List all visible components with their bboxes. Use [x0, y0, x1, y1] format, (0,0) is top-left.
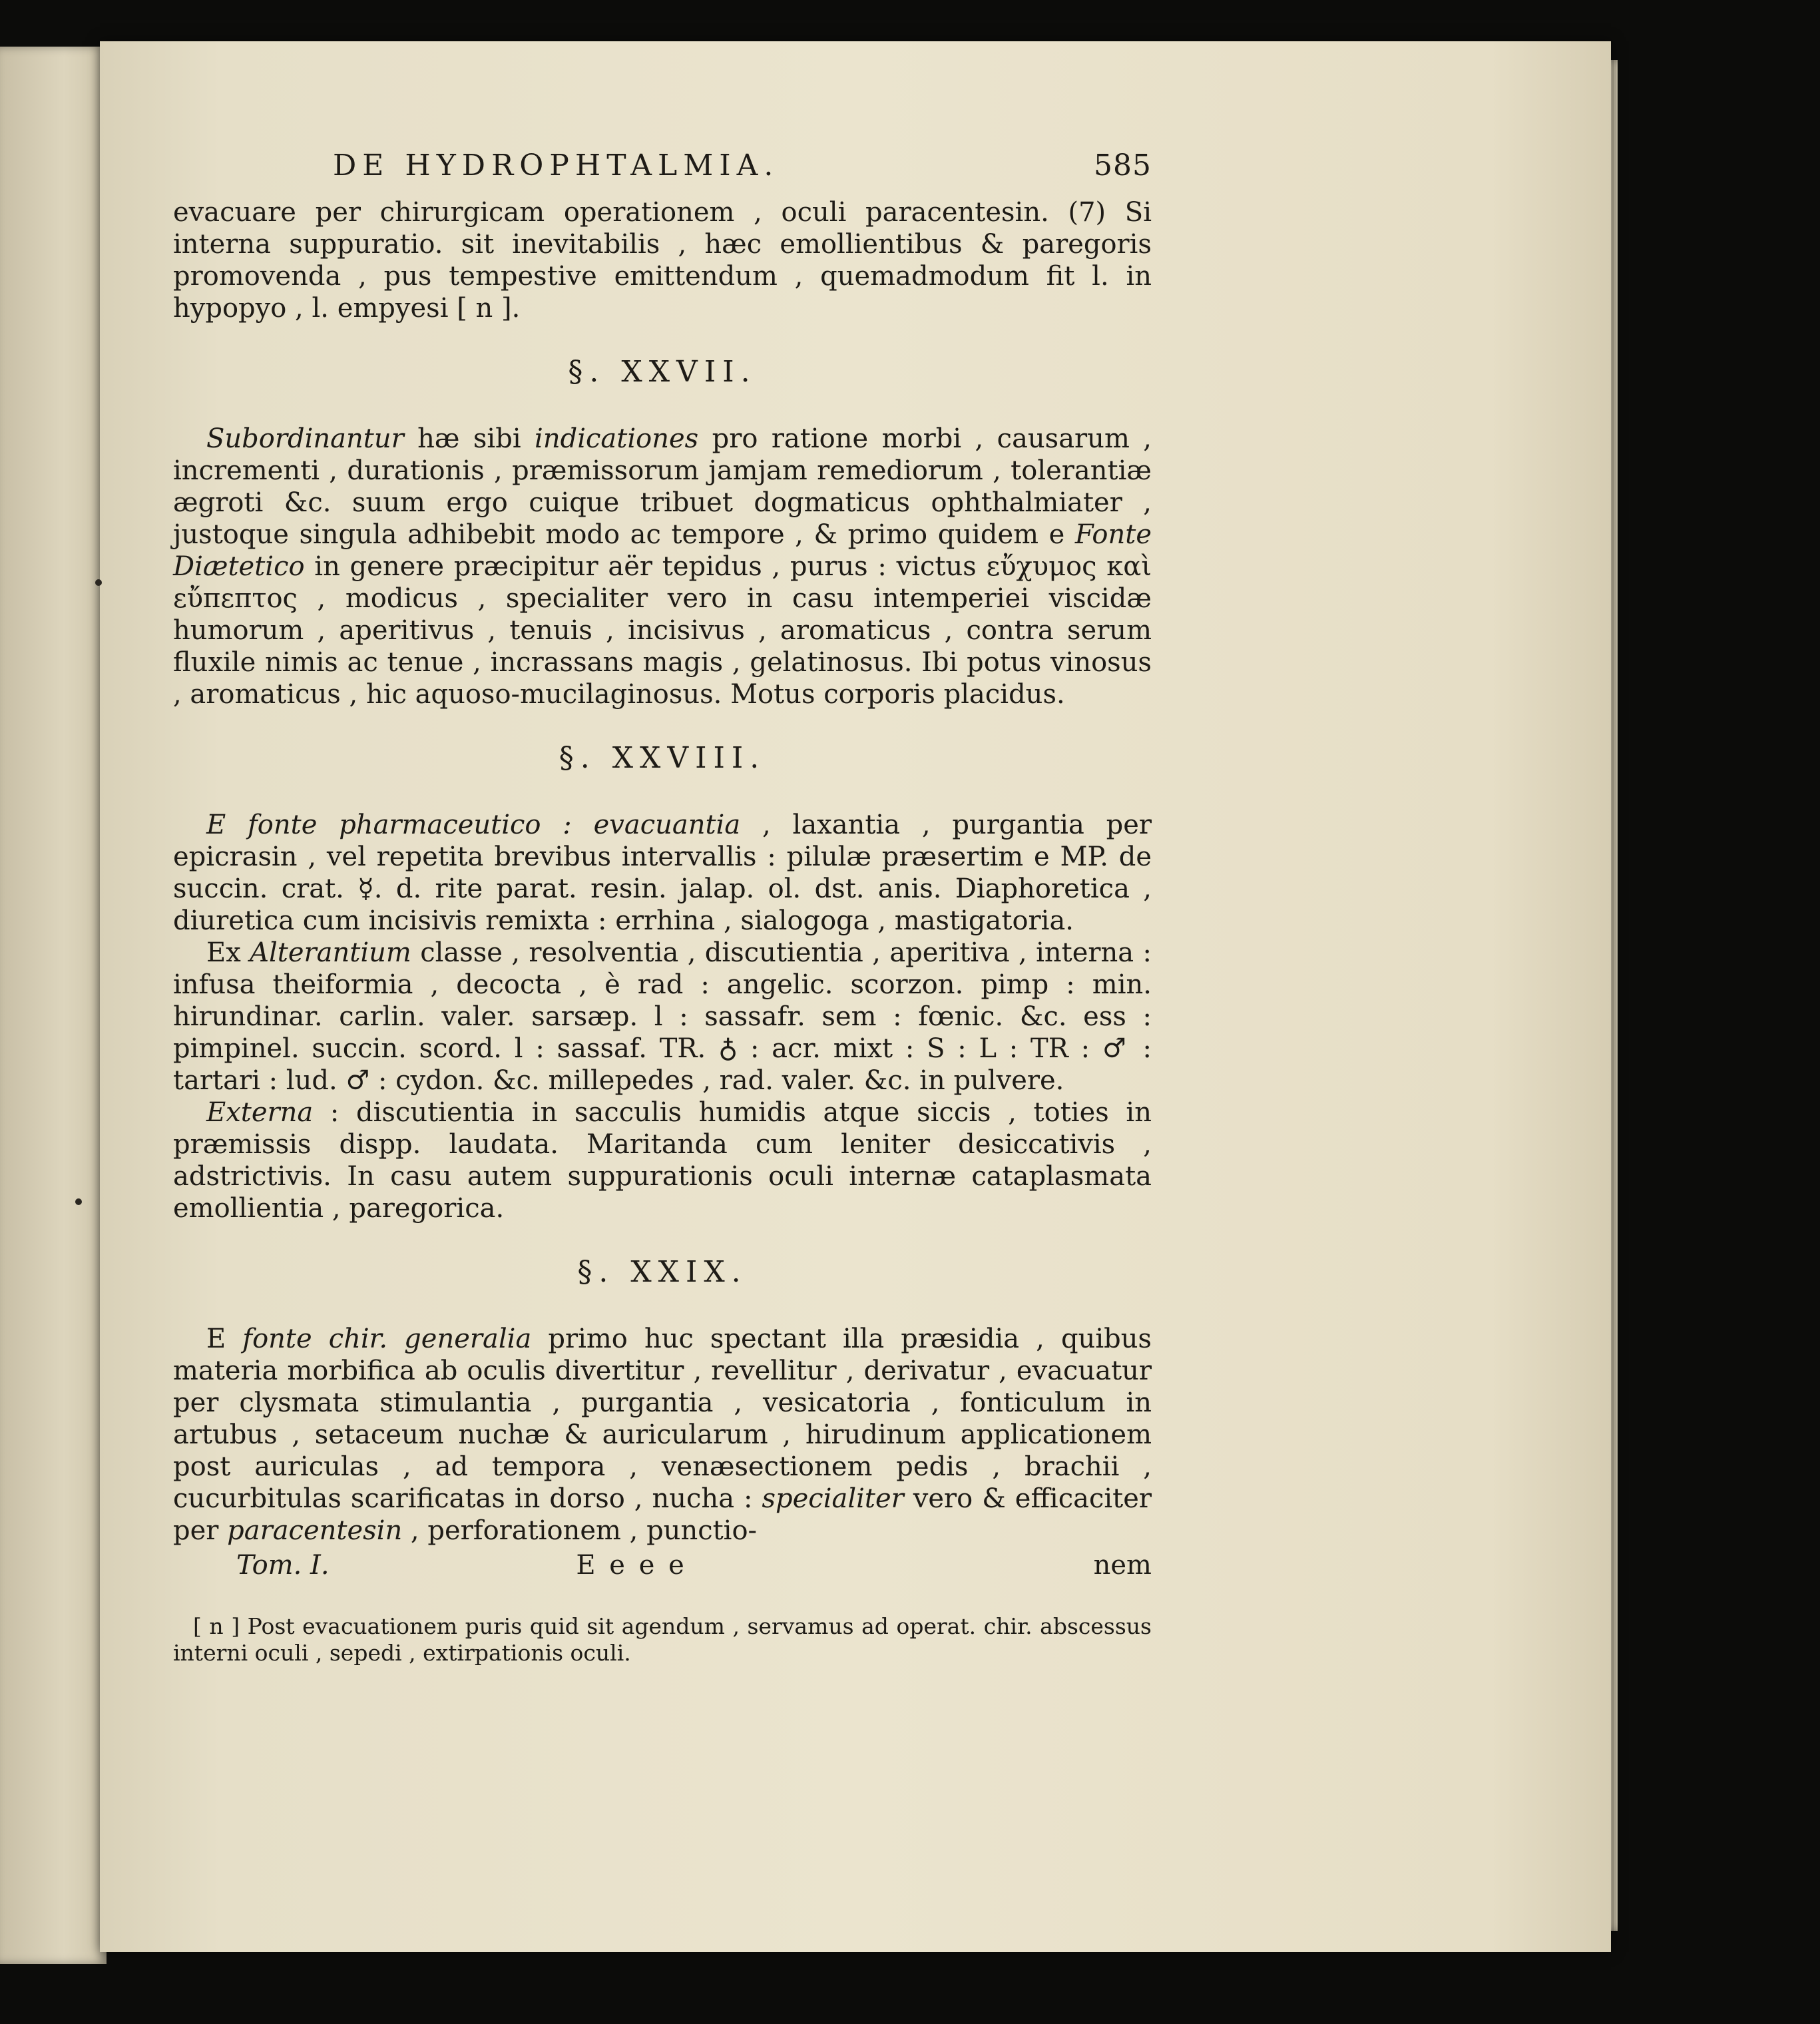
section-heading-xxix: §. XXIX.: [577, 1255, 748, 1289]
italic-term: paracentesin: [227, 1515, 403, 1546]
page-text: [173, 150, 1152, 1688]
paragraph-text: vero & efficaciter per: [173, 1483, 1152, 1546]
paragraph-text: E: [206, 1324, 243, 1354]
volume-label: Tom. I.: [236, 1550, 330, 1581]
paragraph-text: in genere præcipitur aër tepidus , purus : victus εὔχυμος καὶ εὔπεπτος , modicus , specialiter vero in casu intemperiei viscidæ humorum , aperitivus , tenuis , incisivus , aromaticus , contra serum fluxile nimis ac tenue , incrassans magis , gelatinosus. Ibi potus vinosus , aromaticus , hic aquoso-mucilaginosus. Motus corporis placidus.: [173, 551, 1152, 710]
paragraph-text: classe , resolventia , discutientia , aperitiva , interna : infusa theiformia , decocta , è rad : angelic. scorzon. pimp : min. hirundinar. carlin. valer. sarsæp. l : sassafr. sem : fœnic. &c. ess : pimpinel. succin. scord. l : sassaf. TR. ♁ : acr. mixt : S : L : TR : ♂ : tartari : lud. ♂ : cydon. &c. millepedes , rad. valer. &c. in pulvere.: [173, 937, 1152, 1096]
footnote: [ n ] Post evacuationem puris quid sit agendum , servamus ad operat. chir. abscessus interni oculi , sepedi , extirpationis oculi.: [173, 1613, 1152, 1666]
paragraph-text: primo huc spectant illa præsidia , quibus materia morbifica ab oculis divertitur , revellitur , derivatur , evacuatur per clysmata stimulantia , purgantia , vesicatoria , fonticulum in artubus , setaceum nuchæ & auricularum , hirudinum applicationem post auriculas , ad tempora , venæsectionem pedis , brachii , cucurbitulas scarificatas in dorso , nucha :: [173, 1324, 1152, 1514]
paragraph-subordinantur: [173, 423, 1152, 710]
ink-speck: [75, 1198, 82, 1205]
italic-term: fonte chir. generalia: [242, 1324, 532, 1354]
paragraph-text: evacuare per chirurgicam operationem , oculi paracentesin. (7) Si interna suppuratio. sit inevitabilis , hæc emollientibus & paregoris promovenda , pus tempestive emittendum , quemadmodum fit l. in hypopyo , l. empyesi [ n ].: [173, 197, 1152, 324]
italic-term: E fonte pharmaceutico : evacuantia: [206, 810, 741, 840]
paragraph-text: Ex: [206, 937, 250, 968]
italic-term: specialiter: [762, 1483, 904, 1514]
section-heading-xxviii: §. XXVIII.: [559, 741, 766, 775]
paragraph-text: : discutientia in sacculis humidis atque siccis , toties in præmissis dispp. laudata. Maritanda cum leniter desiccativis , adstrictivis. In casu autem suppurationis oculi internæ cataplasmata emollientia , paregorica.: [173, 1097, 1152, 1224]
paragraph-externa: [173, 1097, 1152, 1224]
paragraph-text: , laxantia , purgantia per epicrasin , vel repetita brevibus intervallis : pilulæ præsertim e MP. de succin. crat. ☿. d. rite parat. resin. jalap. ol. dst. anis. Diaphoretica , diuretica cum incisivis remixta : errhina , sialogoga , mastigatoria.: [173, 810, 1152, 936]
ink-speck: [95, 579, 102, 586]
paragraph-text: hæ sibi: [403, 423, 535, 454]
printer-signature: E e e e: [576, 1550, 687, 1581]
italic-term: Fonte Diætetico: [173, 519, 1152, 582]
paragraph-chirurgica: [173, 1323, 1152, 1547]
paragraph-continuation: [173, 196, 1152, 324]
section-heading-xxvii: §. XXVII.: [568, 355, 757, 389]
catchword: nem: [1093, 1550, 1152, 1581]
paragraph-text: , perforationem , punctio-: [402, 1515, 758, 1546]
italic-term: indicationes: [535, 423, 699, 454]
facing-page-edge: [0, 47, 107, 1964]
italic-term: Subordinantur: [206, 423, 404, 454]
paragraph-alterantium: [173, 937, 1152, 1097]
paragraph-pharmaceutico: [173, 809, 1152, 937]
running-head-title: DE HYDROPHTALMIA.: [333, 148, 780, 182]
running-head: [333, 150, 1152, 182]
signature-line: [173, 1549, 1152, 1581]
italic-term: Alterantium: [250, 937, 411, 968]
italic-term: Externa: [206, 1097, 314, 1128]
page-number: 585: [1094, 148, 1152, 182]
paragraph-text: pro ratione morbi , causarum , incrementi , durationis , præmissorum jamjam remediorum , tolerantiæ ægroti &c. suum ergo cuique tribuet dogmaticus ophthalmiater , justoque singula adhibebit modo ac tempore , & primo quidem e: [173, 423, 1152, 550]
